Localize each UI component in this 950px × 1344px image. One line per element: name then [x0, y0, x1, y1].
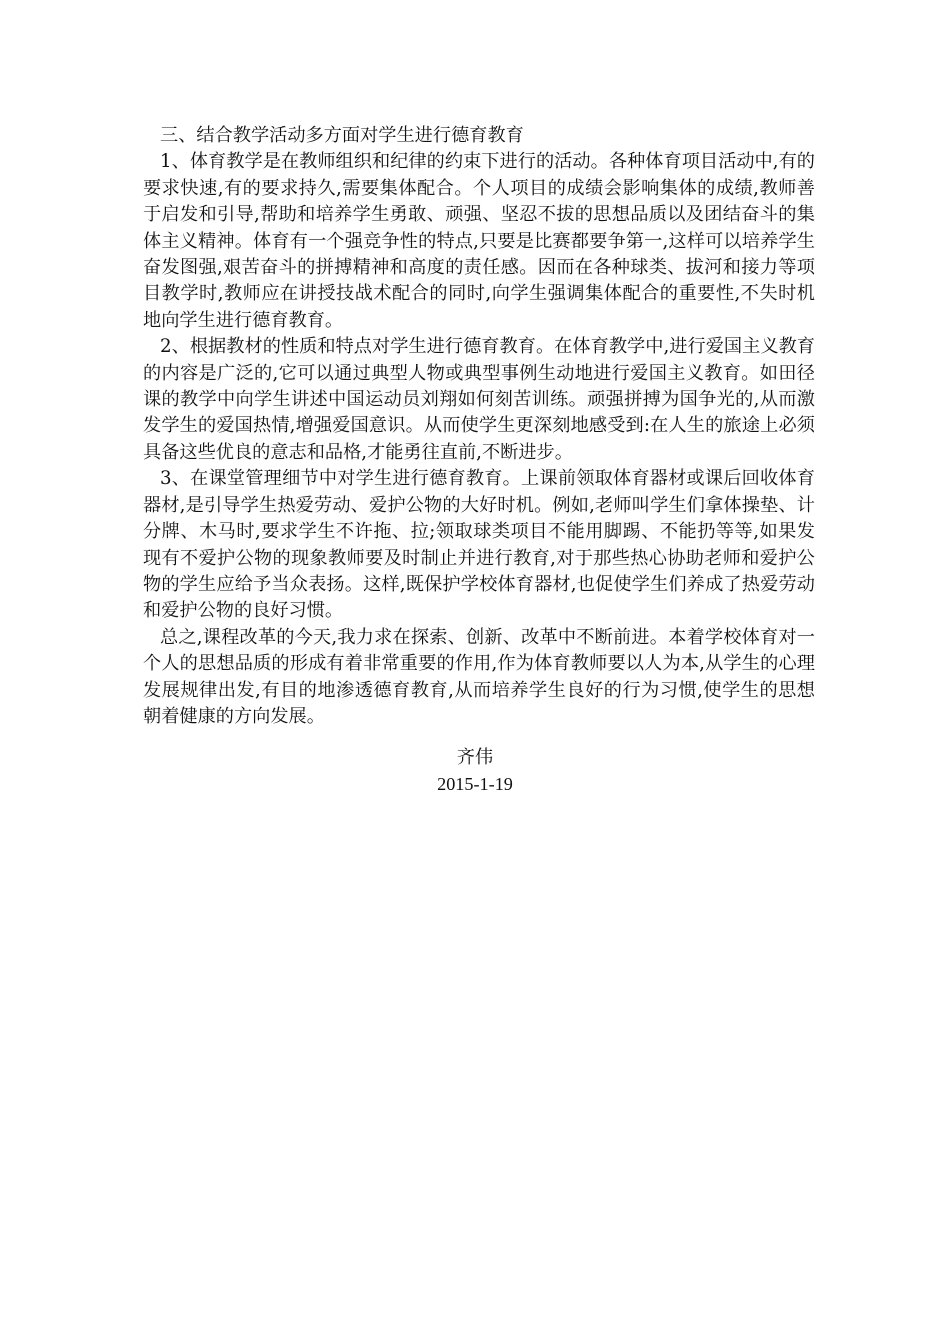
- paragraph-3: 3、在课堂管理细节中对学生进行德育教育。上课前领取体育器材或课后回收体育器材,是引导学生热爱劳动、爱护公物的大好时机。例如,老师叫学生们拿体操垫、计分牌、木马时,要求学生不许拖、拉;领取球类项目不能用脚踢、不能扔等等,如果发现有不爱护公物的现象教师要及时制止并进行教育,对于那些热心协助老师和爱护公物的学生应给予当众表扬。这样,既保护学校体育器材,也促使学生们养成了热爱劳动和爱护公物的良好习惯。: [143, 468, 815, 622]
- paragraph-conclusion: 总之,课程改革的今天,我力求在探索、创新、改革中不断前进。本着学校体育对一个人的思想品质的形成有着非常重要的作用,作为体育教师要以人为本,从学生的心理发展规律出发,有目的地渗透德育教育,从而培养学生良好的行为习惯,使学生的思想朝着健康的方向发展。: [143, 626, 815, 727]
- paragraph-2: 2、根据教材的性质和特点对学生进行德育教育。在体育教学中,进行爱国主义教育的内容是广泛的,它可以通过典型人物或典型事例生动地进行爱国主义教育。如田径课的教学中向学生讲述中国运动员刘翔如何刻苦训练。顽强拼搏为国争光的,从而激发学生的爱国热情,增强爱国意识。从而使学生更深刻地感受到:在人生的旅途上必须具备这些优良的意志和品格,才能勇往直前,不断进步。: [143, 336, 815, 463]
- section-heading: 三、结合教学活动多方面对学生进行德育教育: [160, 125, 524, 146]
- paragraph-1: 1、体育教学是在教师组织和纪律的约束下进行的活动。各种体育项目活动中,有的要求快速,有的要求持久,需要集体配合。个人项目的成绩会影响集体的成绩,教师善于启发和引导,帮助和培养学生勇敢、顽强、坚忍不拔的思想品质以及团结奋斗的集体主义精神。体育有一个强竞争性的特点,只要是比赛都要争第一,这样可以培养学生奋发图强,艰苦奋斗的拼搏精神和高度的责任感。因而在各种球类、拔河和接力等项目教学时,教师应在讲授技战术配合的同时,向学生强调集体配合的重要性,不失时机地向学生进行德育教育。: [143, 151, 815, 331]
- document-body: [143, 123, 815, 730]
- author-name: 齐伟: [456, 747, 494, 768]
- signature-date: 2015-1-19: [437, 774, 513, 794]
